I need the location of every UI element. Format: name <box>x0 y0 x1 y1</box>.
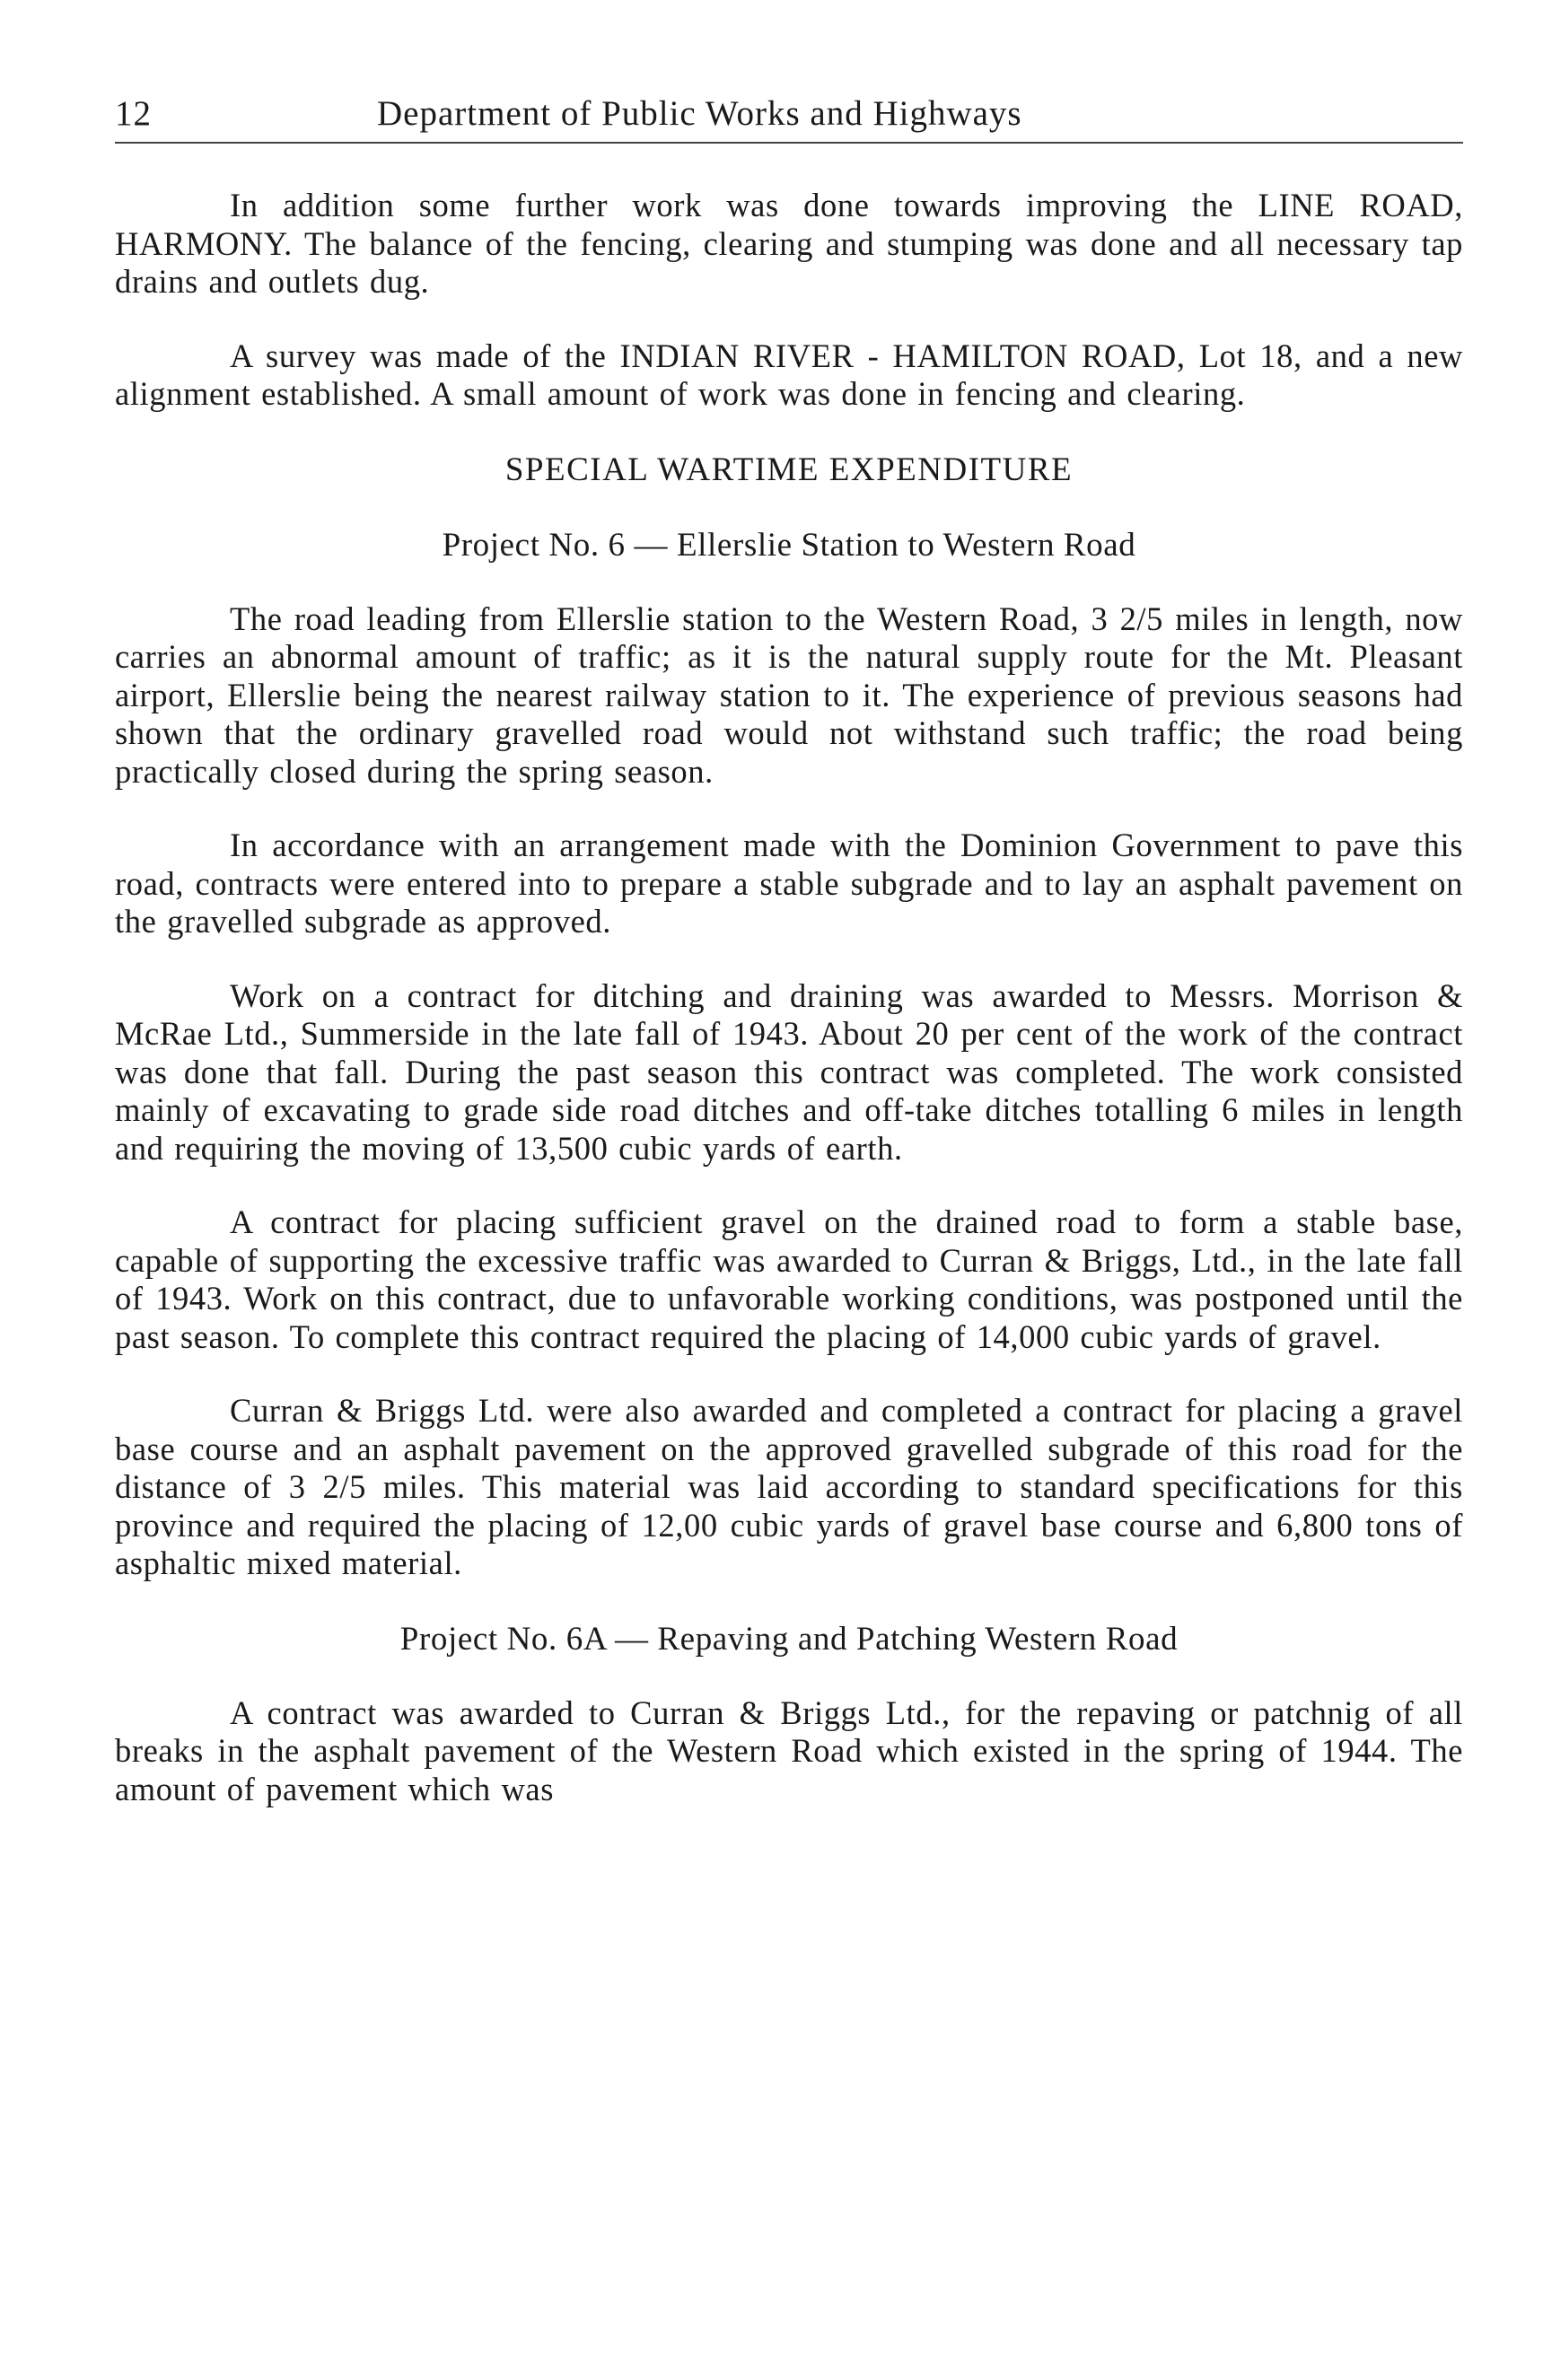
section-heading: SPECIAL WARTIME EXPENDITURE <box>504 451 1074 488</box>
paragraph-project-6a-repaving: A contract was awarded to Curran & Briggs Ltd., for the repaving or patchnig of all breaks in the asphalt pavement of the Western Road which existed in the spring of 1944. The amount of pavement which was <box>115 1693 1463 1807</box>
paragraph-project-6-traffic: The road leading from Ellerslie station to the Western Road, 3 2/5 miles in length, now carries an abnormal amount of traffic; as it is the natural supply route for the Mt. Pleasant airport, Ellerslie being the nearest railway station to it. The experience of previous seasons had shown that the ordinary gravelled road would not withstand such traffic; the road being practically closed during the spring season. <box>115 599 1463 790</box>
page-body <box>115 187 1463 1844</box>
paragraph-line-road: In addition some further work was done towards improving the LINE ROAD, HARMONY. The balance of the fencing, clearing and stumping was done and all necessary tap drains and outlets dug. <box>115 187 1463 300</box>
paragraph-project-6-arrangement: In accordance with an arrangement made with the Dominion Government to pave this road, contracts were entered into to prepare a stable subgrade and to lay an asphalt pavement on the gravelled subgrade as approved. <box>115 827 1463 940</box>
header-rule <box>115 142 1463 144</box>
document-page <box>115 88 1463 1807</box>
paragraph-project-6-ditching: Work on a contract for ditching and draining was awarded to Messrs. Morrison & McRae Ltd., Summerside in the late fall of 1943. About 20 per cent of the work of the contract was done that fall. During the past season this contract was completed. The work consisted mainly of excavating to grade side road ditches and off-take ditches totalling 6 miles in length and requiring the moving of 13,500 cubic yards of earth. <box>115 976 1463 1167</box>
paragraph-indian-river-survey: A survey was made of the INDIAN RIVER - HAMILTON ROAD, Lot 18, and a new alignment established. A small amount of work was done in fencing and clearing. <box>115 337 1463 412</box>
page-number: 12 <box>115 94 152 133</box>
header-title: Department of Public Works and Highways <box>377 94 1022 133</box>
project-6a-heading: Project No. 6A — Repaving and Patching Western Road <box>399 1620 1179 1658</box>
project-6-heading: Project No. 6 — Ellerslie Station to Western Road <box>442 526 1136 564</box>
running-header <box>115 88 1463 145</box>
paragraph-project-6-pavement: Curran & Briggs Ltd. were also awarded and completed a contract for placing a gravel base course and an asphalt pavement on the approved gravelled subgrade of this road for the distance of 3 2/5 miles. This material was laid according to standard specifications for this province and required the placing of 12,00 cubic yards of gravel base course and 6,800 tons of asphaltic mixed material. <box>115 1392 1463 1581</box>
paragraph-project-6-gravel: A contract for placing sufficient gravel on the drained road to form a stable base, capable of supporting the excessive traffic was awarded to Curran & Briggs, Ltd., in the late fall of 1943. Work on this contract, due to unfavorable working conditions, was postponed until the past season. To complete this contract required the placing of 14,000 cubic yards of gravel. <box>115 1203 1463 1355</box>
